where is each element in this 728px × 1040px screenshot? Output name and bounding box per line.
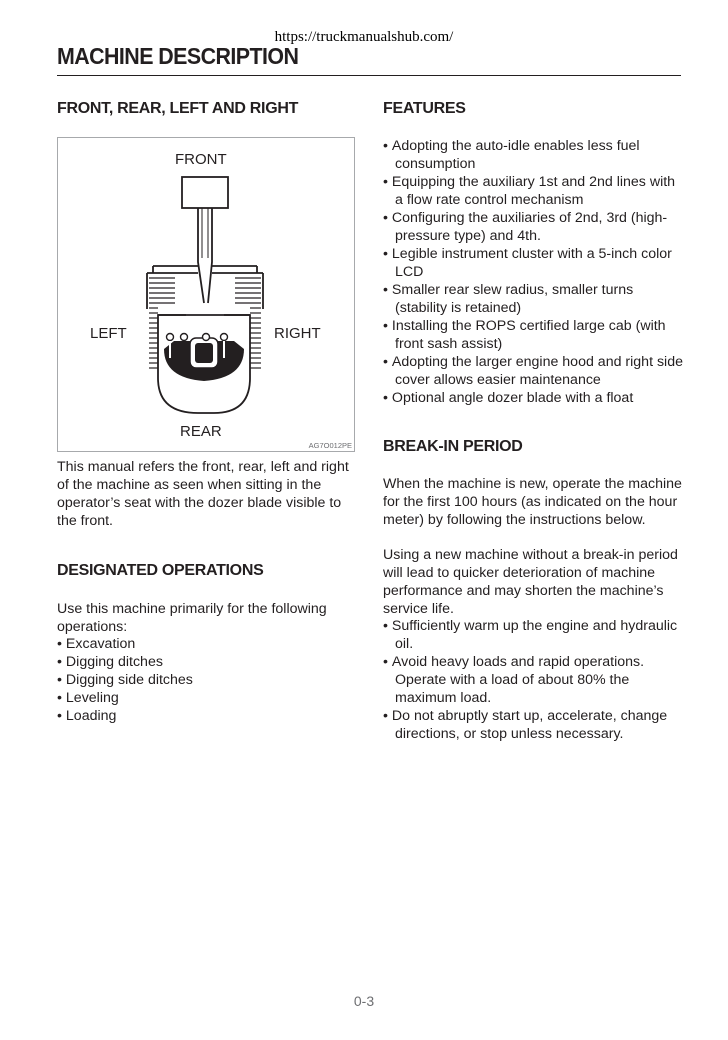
- list-item: • Configuring the auxiliaries of 2nd, 3rd (high-pressure type) and 4th.: [383, 209, 683, 245]
- section-heading-front-rear: FRONT, REAR, LEFT AND RIGHT: [57, 100, 299, 117]
- rear-label: REAR: [180, 423, 222, 440]
- page-title: MACHINE DESCRIPTION: [57, 43, 299, 69]
- section-heading-designated: DESIGNATED OPERATIONS: [57, 562, 264, 579]
- excavator-top-view-diagram: [58, 138, 354, 451]
- orientation-caption: This manual refers the front, rear, left and right of the machine as seen when sitting in the operator’s seat with the dozer blade visible to the front.: [57, 459, 349, 529]
- designated-list: [57, 635, 357, 725]
- list-item: • Leveling: [57, 689, 357, 707]
- page-number: 0-3: [353, 993, 375, 1009]
- breakin-paragraph-2: Using a new machine without a break-in period will lead to quicker deterioration of machine performance and may shorten the machine’s service life.: [383, 547, 678, 617]
- section-heading-features: FEATURES: [383, 100, 466, 117]
- orientation-figure: [57, 137, 355, 452]
- breakin-paragraph-1: When the machine is new, operate the machine for the first 100 hours (as indicated on the hour meter) by following the instructions below.: [383, 476, 682, 528]
- breakin-list: [383, 617, 683, 743]
- list-item: • Sufficiently warm up the engine and hydraulic oil.: [383, 617, 683, 653]
- list-item: • Excavation: [57, 635, 357, 653]
- figure-code: AG7O012PE: [308, 441, 352, 450]
- list-item: • Avoid heavy loads and rapid operations. Operate with a load of about 80% the maximum load.: [383, 653, 683, 707]
- list-item: • Digging side ditches: [57, 671, 357, 689]
- list-item: • Loading: [57, 707, 357, 725]
- list-item: • Adopting the auto-idle enables less fuel consumption: [383, 137, 683, 173]
- designated-intro: Use this machine primarily for the following operations:: [57, 601, 327, 635]
- list-item: • Adopting the larger engine hood and right side cover allows easier maintenance: [383, 353, 683, 389]
- title-rule: [57, 75, 681, 76]
- list-item: • Smaller rear slew radius, smaller turns (stability is retained): [383, 281, 683, 317]
- list-item: • Digging ditches: [57, 653, 357, 671]
- section-heading-breakin: BREAK-IN PERIOD: [383, 438, 523, 455]
- front-label: FRONT: [175, 151, 227, 168]
- list-item: • Do not abruptly start up, accelerate, change directions, or stop unless necessary.: [383, 707, 683, 743]
- left-label: LEFT: [90, 325, 127, 342]
- right-label: RIGHT: [274, 325, 321, 342]
- list-item: • Installing the ROPS certified large cab (with front sash assist): [383, 317, 683, 353]
- list-item: • Legible instrument cluster with a 5-inch color LCD: [383, 245, 683, 281]
- list-item: • Equipping the auxiliary 1st and 2nd lines with a flow rate control mechanism: [383, 173, 683, 209]
- list-item: • Optional angle dozer blade with a float: [383, 389, 683, 407]
- source-url: https://truckmanualshub.com/: [274, 29, 454, 45]
- features-list: [383, 137, 683, 407]
